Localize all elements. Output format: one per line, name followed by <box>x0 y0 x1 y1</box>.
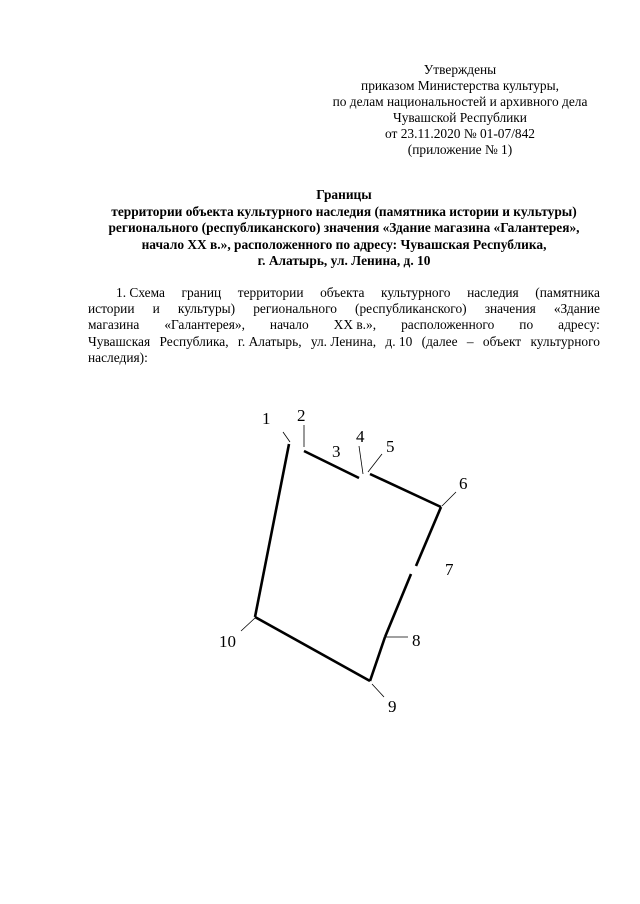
boundary-segment-1-10 <box>255 444 289 617</box>
paragraph-word: ул. Ленина, <box>310 333 377 349</box>
paragraph-word: начало <box>269 317 309 333</box>
paragraph-word: культурного <box>530 333 600 349</box>
point-label-10: 10 <box>219 632 236 651</box>
title-line: начало XX в.», расположенного по адресу: Чувашская Республика, <box>141 236 547 252</box>
paragraph-word: магазина <box>88 317 140 333</box>
point-label-4: 4 <box>356 427 365 446</box>
title-line: г. Алатырь, ул. Ленина, д. 10 <box>257 253 431 268</box>
approval-line: (приложение № 1) <box>407 142 513 157</box>
paragraph-word: территории <box>237 285 304 300</box>
leader-line-1 <box>283 432 290 442</box>
approval-line: приказом Министерства культуры, <box>361 78 559 93</box>
boundary-segment-8-9 <box>370 637 385 681</box>
paragraph-word: «Галантерея», <box>164 317 245 333</box>
paragraph-word: истории <box>88 301 135 317</box>
point-label-8: 8 <box>412 631 421 650</box>
paragraph-word: и <box>152 301 160 317</box>
point-label-9: 9 <box>388 697 397 716</box>
paragraph-word: границ <box>181 285 222 300</box>
boundary-segment-5-6 <box>370 474 441 507</box>
paragraph-word: Чувашская <box>88 333 151 349</box>
point-label-7: 7 <box>445 560 454 579</box>
boundary-segment-7-8 <box>385 574 411 637</box>
approval-line: по делам национальностей и архивного дела <box>332 94 588 109</box>
paragraph-word: «Здание <box>553 301 600 317</box>
paragraph-word: д. 10 <box>385 333 413 349</box>
paragraph-word: объект <box>482 333 522 349</box>
point-label-5: 5 <box>386 437 395 456</box>
point-label-3: 3 <box>332 442 341 461</box>
boundary-segment-6-7 <box>416 507 441 566</box>
approval-line: Утверждены <box>423 62 497 77</box>
paragraph-word: 1. Схема <box>116 285 165 300</box>
paragraph-word: по <box>519 317 534 333</box>
leader-line-4 <box>359 446 363 474</box>
leader-line-5 <box>368 454 382 472</box>
paragraph-word: значения <box>484 301 536 317</box>
point-label-1: 1 <box>262 409 271 428</box>
paragraph-word: культуры) <box>177 301 236 317</box>
approval-line: от 23.11.2020 № 01-07/842 <box>385 126 535 141</box>
paragraph-word: регионального <box>253 301 337 317</box>
title-line: регионального (республиканского) значения «Здание магазина «Галантерея», <box>108 220 580 235</box>
point-label-2: 2 <box>297 406 306 425</box>
paragraph-word: XX в.», <box>333 317 377 333</box>
paragraph-word: (республиканского) <box>355 301 467 317</box>
paragraph-word: расположенного <box>401 317 495 333</box>
boundary-segment-9-10 <box>255 617 370 681</box>
approval-line: Чувашской Республики <box>393 110 527 125</box>
title-line: территории объекта культурного наследия (памятника истории и культуры) <box>111 203 577 219</box>
leader-line-9 <box>372 684 384 697</box>
paragraph-word: (далее <box>421 333 458 349</box>
title-line: Границы <box>316 187 372 202</box>
paragraph-word: г. Алатырь, <box>237 333 302 349</box>
paragraph-word: адресу: <box>558 317 600 333</box>
point-label-6: 6 <box>459 474 468 493</box>
leader-line-10 <box>241 618 255 631</box>
paragraph-word: (памятника <box>535 285 600 300</box>
paragraph-word: наследия): <box>88 349 148 365</box>
paragraph-word: объекта <box>320 285 365 300</box>
paragraph-word: Республика, <box>159 333 229 349</box>
paragraph-word: культурного <box>381 285 451 300</box>
paragraph-word: – <box>466 333 474 349</box>
leader-line-6 <box>442 492 456 506</box>
paragraph-word: наследия <box>467 285 519 300</box>
